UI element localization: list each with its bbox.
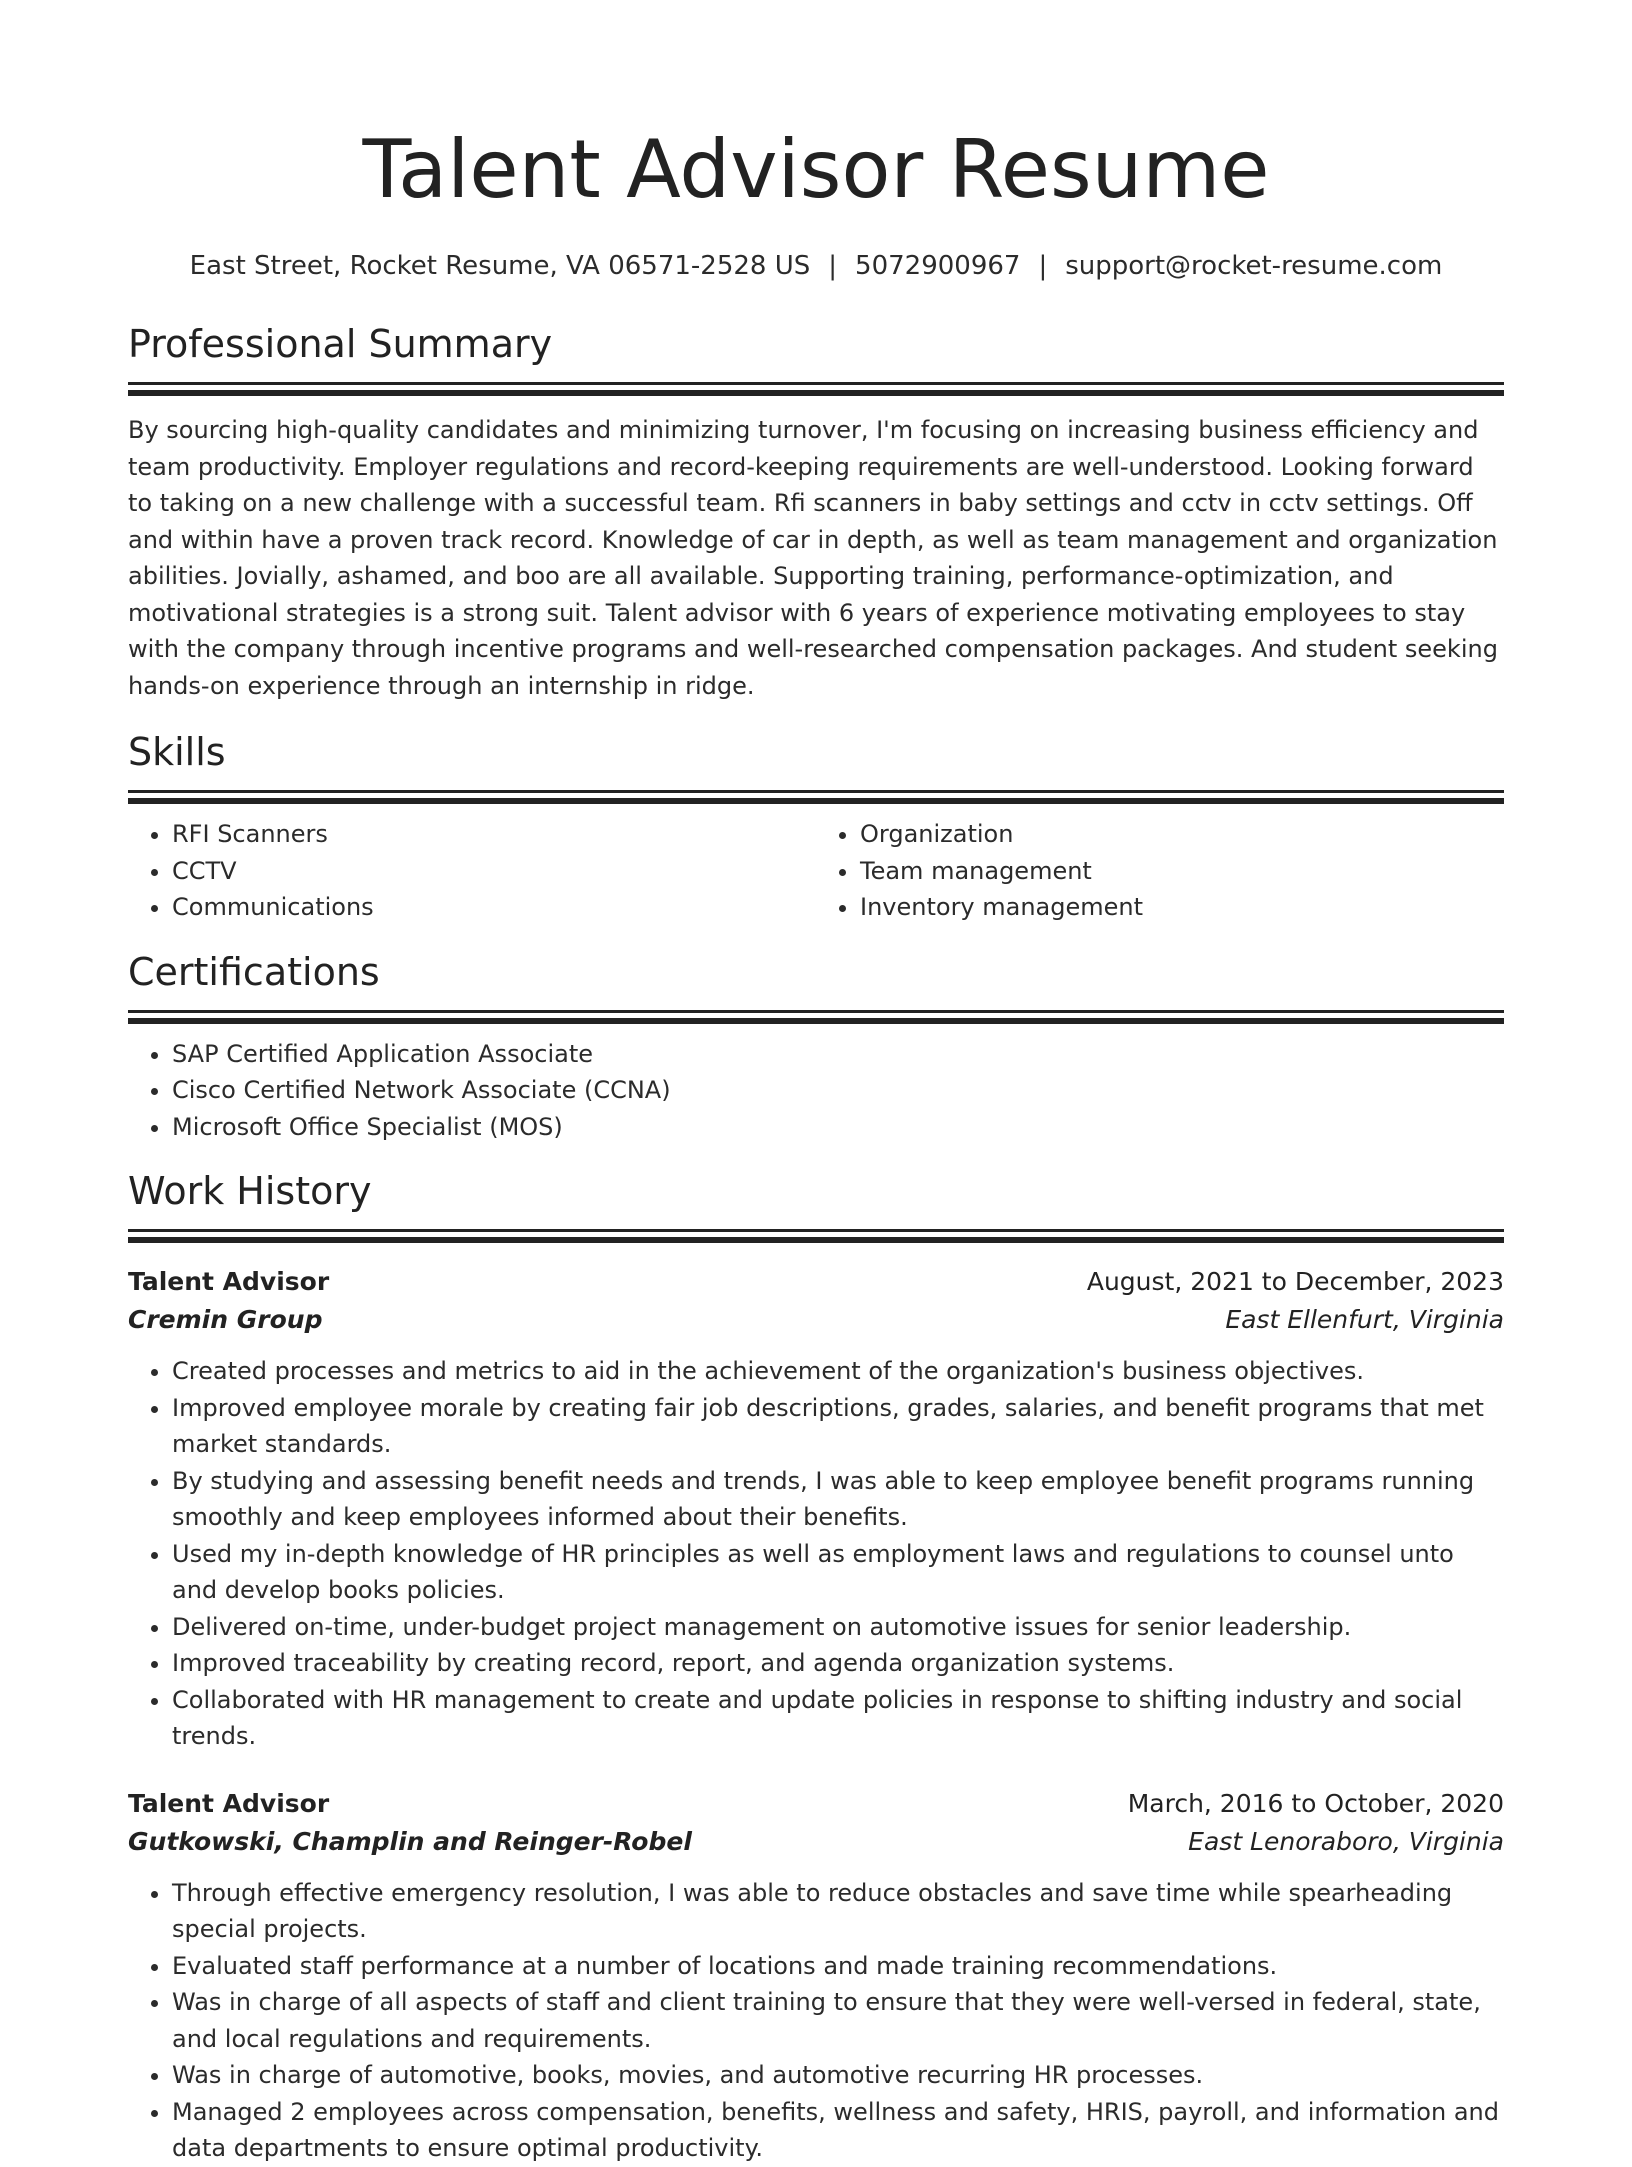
job-bullet: • By studying and assessing benefit needs and trends, I was able to keep employee benefit programs running smoothly and keep employees informed about their benefits. bbox=[172, 1463, 1504, 1536]
contact-separator: | bbox=[1038, 251, 1048, 281]
job-title: Talent Advisor bbox=[128, 1267, 330, 1296]
job-title: Talent Advisor bbox=[128, 1788, 330, 1818]
skill-item: • CCTV bbox=[172, 853, 816, 890]
job-company: Cremin Group bbox=[128, 1305, 323, 1334]
job-location: East Ellenfurt, Virginia bbox=[1225, 1305, 1504, 1334]
section-divider-thick bbox=[128, 390, 1504, 396]
job-entry bbox=[128, 1263, 1504, 1755]
certification-item: • SAP Certified Application Associate bbox=[172, 1036, 1504, 1073]
job-location: East Lenoraboro, Virginia bbox=[1188, 1826, 1504, 1856]
certifications-section bbox=[128, 948, 1504, 1146]
job-header-row bbox=[128, 1785, 1504, 1823]
section-divider-thick bbox=[128, 1237, 1504, 1243]
job-bullets bbox=[128, 1353, 1504, 1755]
skill-item: • Organization bbox=[860, 816, 1504, 853]
skill-item: • Inventory management bbox=[860, 889, 1504, 926]
certification-item: • Cisco Certified Network Associate (CCNA) bbox=[172, 1072, 1504, 1109]
section-divider bbox=[128, 790, 1504, 793]
contact-line bbox=[128, 248, 1504, 284]
skills-grid bbox=[128, 804, 1504, 926]
job-bullet: • Collaborated with HR management to create and update policies in response to shifting industry and social trends. bbox=[172, 1682, 1504, 1755]
job-company: Gutkowski, Champlin and Reinger-Robel bbox=[128, 1826, 692, 1856]
skill-item: • Communications bbox=[172, 889, 816, 926]
job-company-row bbox=[128, 1823, 1504, 1861]
job-header-row bbox=[128, 1263, 1504, 1301]
section-divider-thick bbox=[128, 1018, 1504, 1024]
job-bullet: • Through effective emergency resolution, I was able to reduce obstacles and save time while spearheading special projects. bbox=[172, 1875, 1504, 1948]
job-entry bbox=[128, 1785, 1504, 2167]
skills-section bbox=[128, 728, 1504, 926]
certification-item: • Microsoft Office Specialist (MOS) bbox=[172, 1109, 1504, 1146]
skills-list-left bbox=[128, 816, 816, 926]
section-heading-certifications: Certifications bbox=[128, 949, 380, 994]
skills-list-right bbox=[816, 816, 1504, 926]
contact-separator: | bbox=[828, 251, 838, 281]
job-bullet: • Was in charge of all aspects of staff and client training to ensure that they were well-versed in federal, state, and local regulations and requirements. bbox=[172, 1984, 1504, 2057]
section-heading-skills: Skills bbox=[128, 730, 226, 774]
contact-email: support@rocket-resume.com bbox=[1065, 251, 1443, 281]
job-bullet: • Improved employee morale by creating fair job descriptions, grades, salaries, and benefit programs that met market standards. bbox=[172, 1390, 1504, 1463]
contact-address: East Street, Rocket Resume, VA 06571-2528 US bbox=[189, 251, 811, 281]
work-history-section bbox=[128, 1167, 1504, 2167]
section-divider bbox=[128, 382, 1504, 385]
job-bullets bbox=[128, 1875, 1504, 2167]
job-dates: August, 2021 to December, 2023 bbox=[1086, 1267, 1504, 1296]
job-bullet: • Used my in-depth knowledge of HR principles as well as employment laws and regulations to counsel unto and develop books policies. bbox=[172, 1536, 1504, 1609]
job-bullet: • Managed 2 employees across compensation, benefits, wellness and safety, HRIS, payroll, and information and data departments to ensure optimal productivity. bbox=[172, 2094, 1504, 2167]
section-heading-summary: Professional Summary bbox=[128, 322, 553, 366]
job-bullet: • Was in charge of automotive, books, movies, and automotive recurring HR processes. bbox=[172, 2057, 1504, 2094]
summary-text: By sourcing high-quality candidates and minimizing turnover, I'm focusing on increasing business efficiency and team productivity. Employer regulations and record-keeping requirements are well-understood. Looking forward to taking on a new challenge with a successful team. Rfi scanners in baby settings and cctv in cctv settings. Off and within have a proven track record. Knowledge of car in depth, as well as team management and organization abilities. Jovially, ashamed, and boo are all available. Supporting training, performance-optimization, and motivational strategies is a strong suit. Talent advisor with 6 years of experience motivating employees to stay with the company through incentive programs and well-researched compensation packages. And student seeking hands-on experience through an internship in ridge. bbox=[128, 416, 1498, 700]
job-bullet: • Created processes and metrics to aid in the achievement of the organization's business objectives. bbox=[172, 1353, 1504, 1390]
job-bullet: • Delivered on-time, under-budget project management on automotive issues for senior leadership. bbox=[172, 1609, 1504, 1646]
summary-section bbox=[128, 320, 1504, 704]
contact-phone: 5072900967 bbox=[855, 251, 1021, 281]
skill-item: • RFI Scanners bbox=[172, 816, 816, 853]
job-bullet: • Improved traceability by creating record, report, and agenda organization systems. bbox=[172, 1645, 1504, 1682]
certifications-list bbox=[128, 1036, 1504, 1146]
resume-title: Talent Advisor Resume bbox=[362, 123, 1270, 216]
job-bullet: • Evaluated staff performance at a number of locations and made training recommendations. bbox=[172, 1948, 1504, 1985]
skill-item: • Team management bbox=[860, 853, 1504, 890]
section-heading-work-history: Work History bbox=[128, 1169, 372, 1213]
job-dates: March, 2016 to October, 2020 bbox=[1127, 1788, 1504, 1818]
job-company-row bbox=[128, 1301, 1504, 1339]
section-divider bbox=[128, 1229, 1504, 1232]
section-divider bbox=[128, 1010, 1504, 1013]
